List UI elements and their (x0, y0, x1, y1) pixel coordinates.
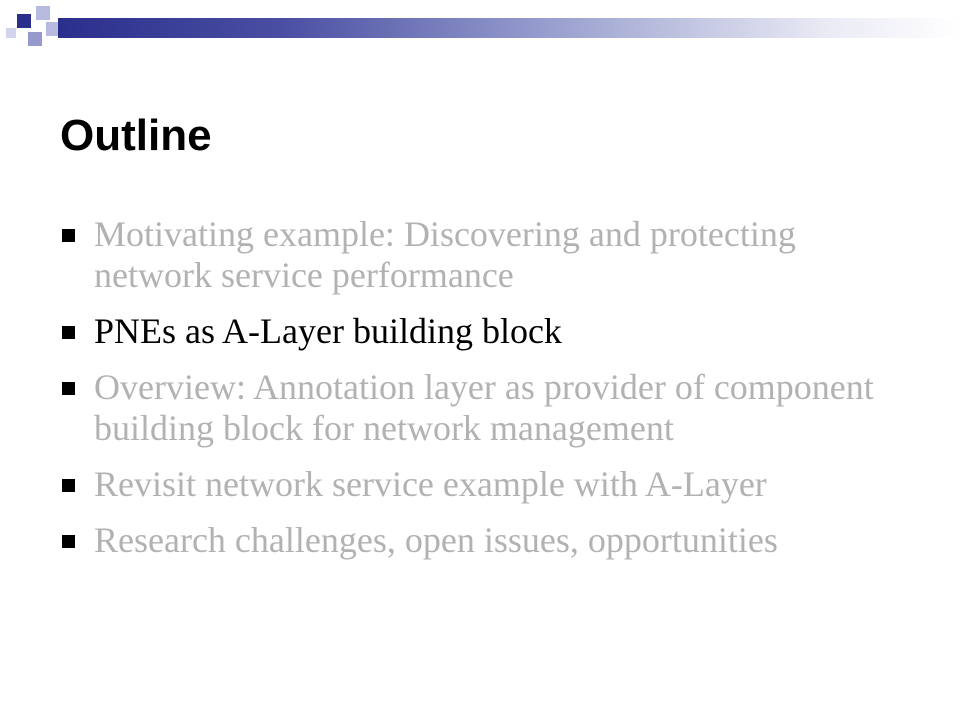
bullet-text: Motivating example: Discovering and protecting network service performance (94, 214, 796, 295)
bullet-item (60, 520, 920, 561)
square-bullet-icon (62, 479, 75, 492)
bullet-item (60, 367, 920, 449)
header-gradient-bar (58, 18, 960, 38)
decor-square (6, 28, 16, 38)
bullet-list (60, 214, 920, 576)
bullet-text: Revisit network service example with A-Layer (94, 464, 767, 504)
square-bullet-icon (62, 382, 75, 395)
bullet-item (60, 311, 920, 352)
bullet-text: PNEs as A-Layer building block (94, 311, 562, 351)
bullet-text: Overview: Annotation layer as provider of component building block for network management (94, 367, 874, 448)
decor-square (36, 6, 50, 20)
bullet-item (60, 214, 920, 296)
slide-title: Outline (60, 111, 212, 160)
square-bullet-icon (62, 326, 75, 339)
square-bullet-icon (62, 535, 75, 548)
decor-square (17, 14, 31, 28)
bullet-item (60, 464, 920, 505)
square-bullet-icon (62, 229, 75, 242)
decor-square (28, 32, 42, 46)
bullet-text: Research challenges, open issues, opportunities (94, 520, 778, 560)
